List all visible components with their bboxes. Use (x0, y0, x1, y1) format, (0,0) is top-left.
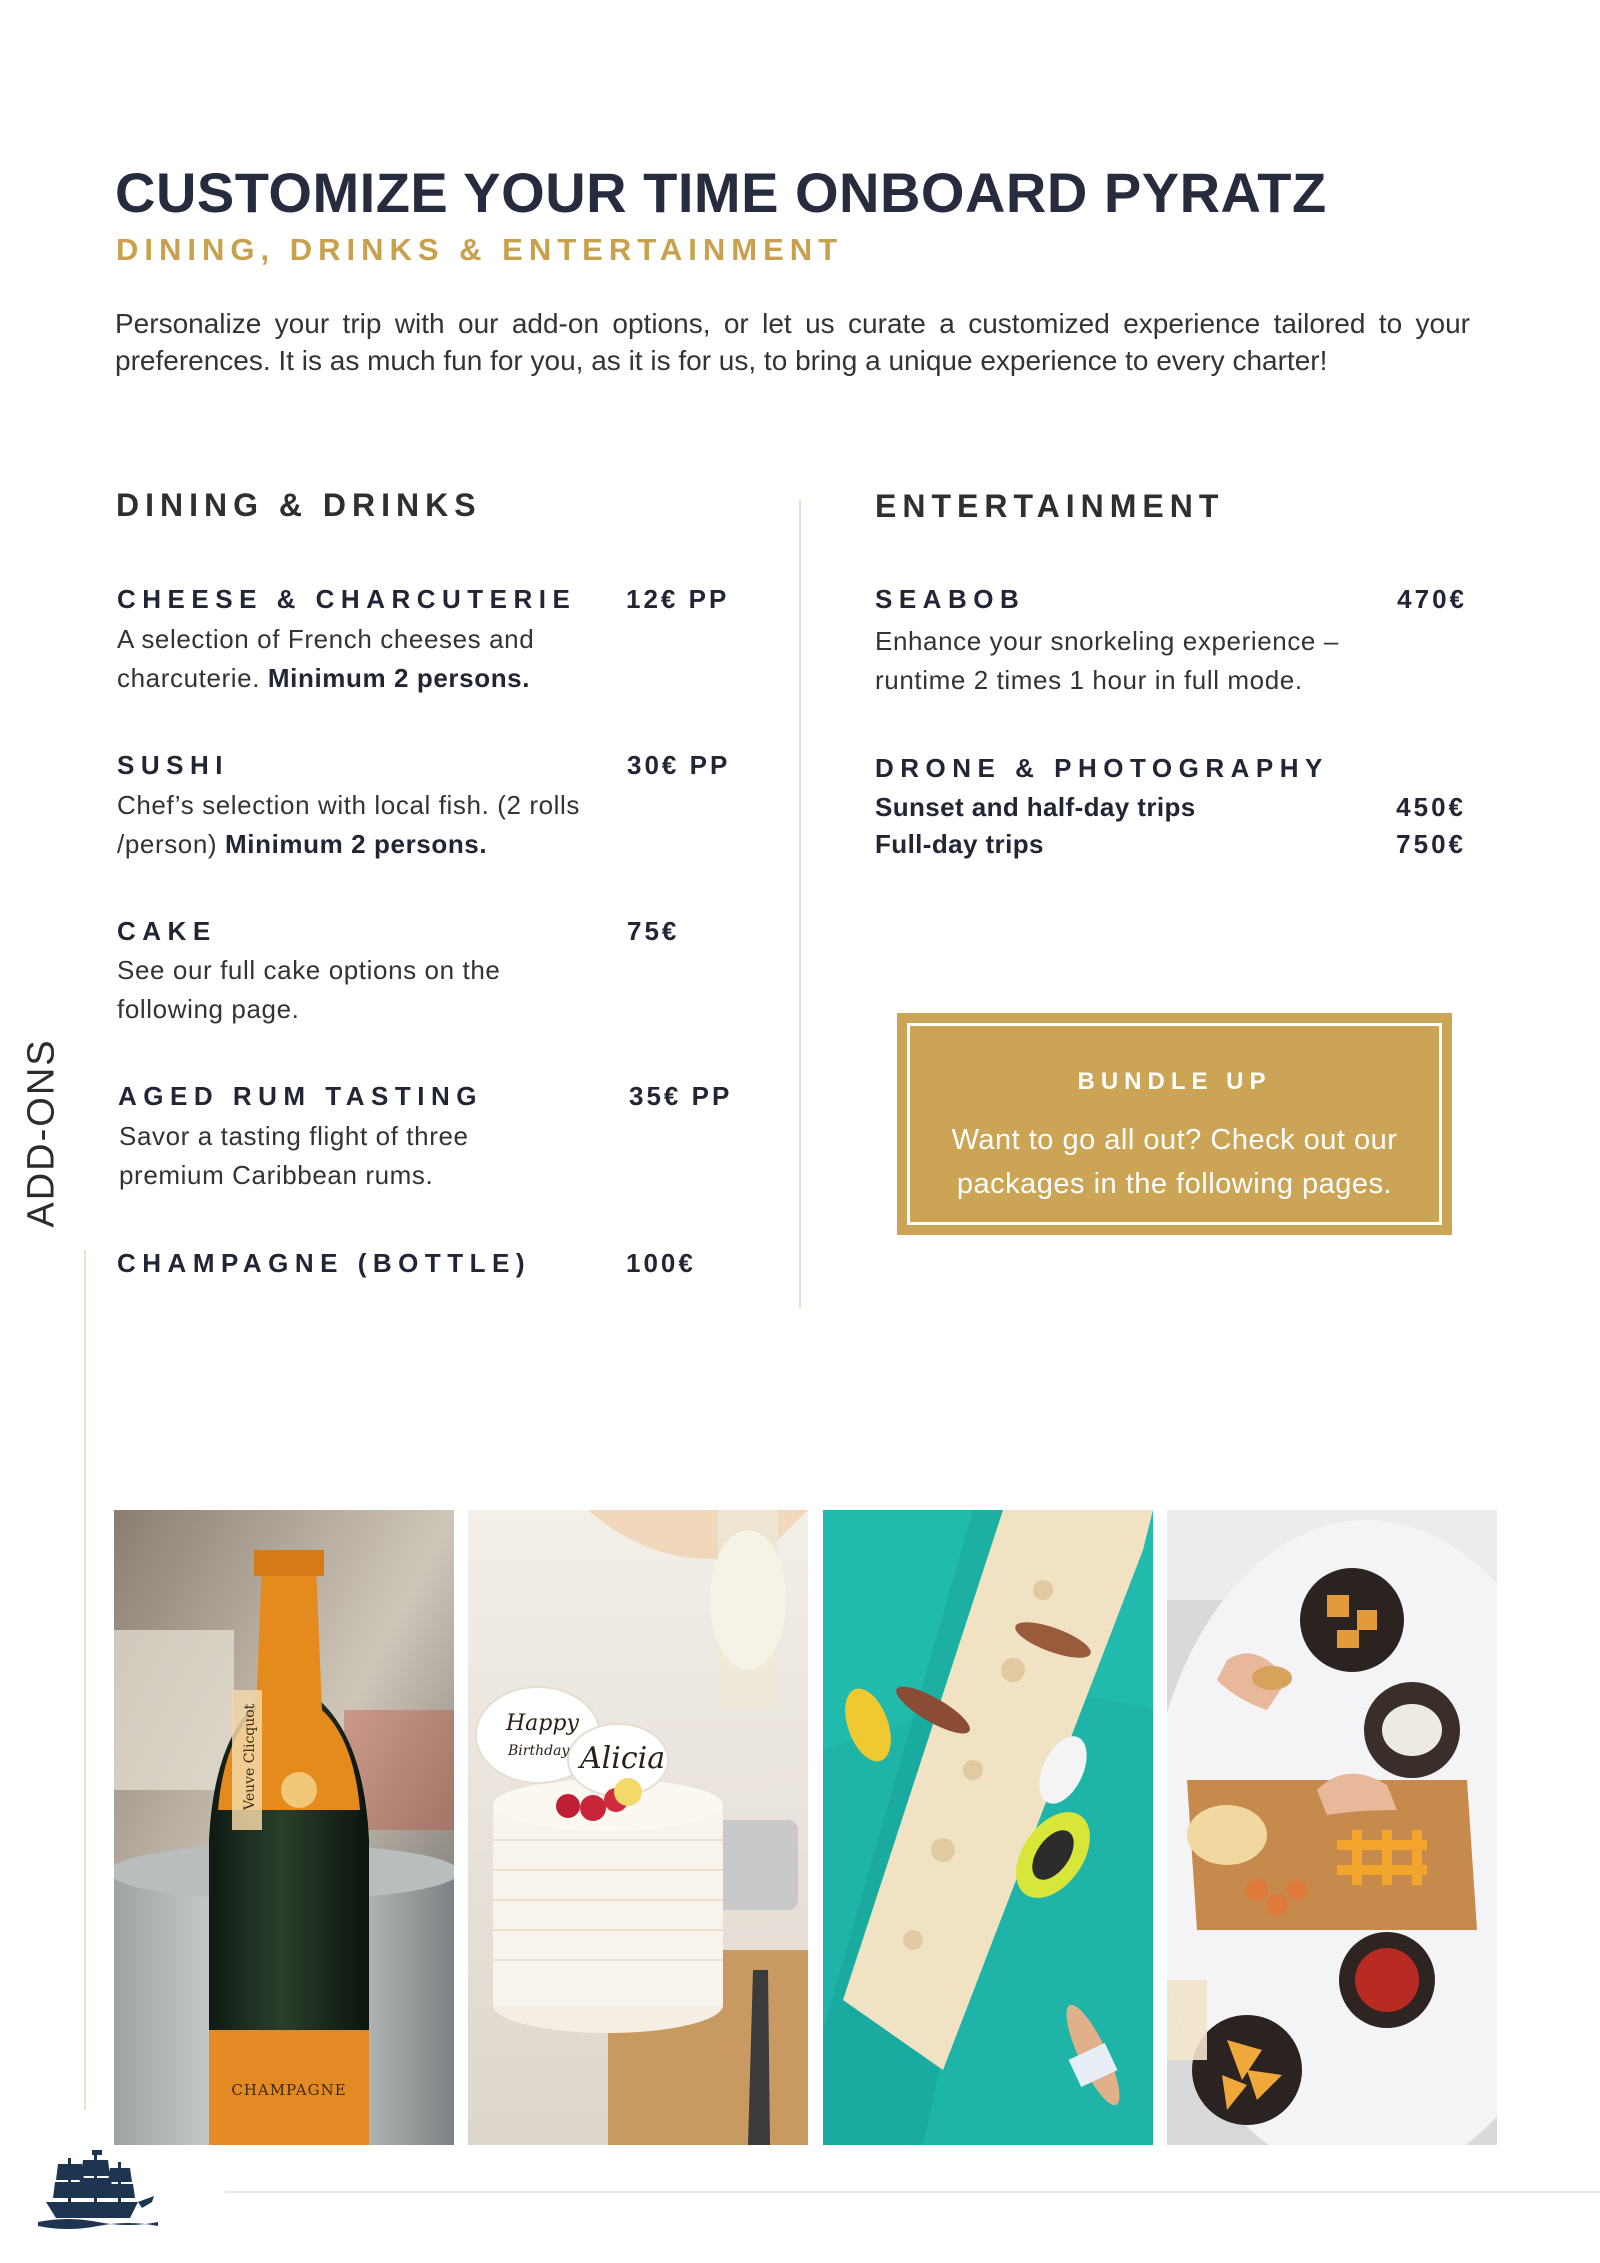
drone-option-price: 450€ (1396, 792, 1466, 822)
bundle-title: BUNDLE UP (1077, 1068, 1272, 1095)
pirate-ship-icon (38, 2150, 158, 2230)
footer-rule (225, 2191, 1600, 2193)
side-rule (84, 1250, 86, 2110)
champagne-label-text: CHAMPAGNE (231, 2081, 347, 2099)
drone-option-label: Full-day trips (875, 829, 1044, 859)
item-name: CHEESE & CHARCUTERIE (117, 584, 577, 614)
bundle-frame (907, 1023, 1442, 1225)
cake-text-1: Happy (506, 1711, 579, 1736)
drone-option-label: Sunset and half-day trips (875, 792, 1196, 822)
item-price: 12€ PP (626, 584, 730, 614)
item-name: DRONE & PHOTOGRAPHY (875, 753, 1329, 783)
intro-paragraph: Personalize your trip with our add-on options, or let us curate a customized experience tailored to your preferences. It is as much fun for you, as it is for us, to bring a unique experience to every charter! (115, 308, 1470, 376)
item-name: CHAMPAGNE (BOTTLE) (117, 1248, 532, 1278)
item-price: 100€ (626, 1248, 696, 1278)
item-description: See our full cake options on the following page. (117, 955, 501, 1024)
photo-champagne (114, 1510, 454, 2145)
drone-option-price: 750€ (1396, 829, 1466, 859)
photo-cake (468, 1510, 808, 2145)
page-title: CUSTOMIZE YOUR TIME ONBOARD PYRATZ (115, 161, 1327, 224)
item-price: 30€ PP (627, 750, 731, 780)
item-price: 75€ (627, 916, 680, 946)
column-divider (799, 500, 801, 1308)
item-description: Enhance your snorkeling experience – runtime 2 times 1 hour in full mode. (875, 626, 1339, 695)
photo-platter (1167, 1510, 1497, 2145)
item-name: SUSHI (117, 750, 229, 780)
cake-text-2: Birthday (508, 1743, 570, 1759)
item-note: Minimum 2 persons. (267, 663, 531, 693)
photo-sea (823, 1510, 1153, 2145)
item-description: A selection of French cheeses and charcuterie. Minimum 2 persons. (117, 624, 535, 693)
bundle-text: Want to go all out? Check out our packages in the following pages. (951, 1124, 1398, 1200)
item-note: Minimum 2 persons. (225, 829, 488, 859)
cake-text-3: Alicia (580, 1741, 666, 1776)
item-name: CAKE (117, 916, 217, 946)
champagne-brand-text: Veuve Clicquot (242, 1703, 258, 1810)
item-description: Chef’s selection with local fish. (2 rolls /person) Minimum 2 persons. (117, 790, 581, 859)
item-price: 35€ PP (629, 1081, 733, 1111)
bundle-up-box (897, 1013, 1452, 1235)
side-label (20, 1030, 64, 1235)
item-description: Savor a tasting flight of three premium Caribbean rums. (119, 1121, 469, 1190)
dining-heading: DINING & DRINKS (116, 487, 482, 523)
entertainment-heading: ENTERTAINMENT (875, 488, 1225, 524)
item-name: AGED RUM TASTING (118, 1081, 483, 1111)
side-label-text: ADD-ONS (20, 1037, 63, 1228)
page-subtitle: DINING, DRINKS & ENTERTAINMENT (116, 232, 844, 267)
item-price: 470€ (1397, 584, 1467, 614)
item-name: SEABOB (875, 584, 1026, 614)
